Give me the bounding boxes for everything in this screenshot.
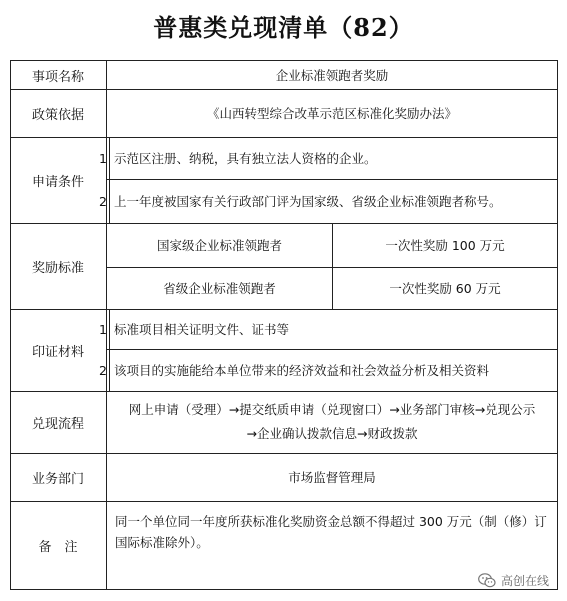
label-process: 兑现流程 (31, 416, 84, 432)
condition-text: 示范区注册、纳税，具有独立法人资格的企业。 (114, 151, 377, 166)
condition-text: 上一年度被国家有关行政部门评为国家级、省级企业标准领跑者称号。 (114, 194, 502, 209)
department-value: 市场监督管理局 (288, 470, 376, 485)
watermark (478, 572, 549, 589)
page-title: 普惠类兑现清单（82） (153, 13, 414, 42)
reward-level: 省级企业标准领跑者 (163, 281, 276, 296)
reward-amount: 一次性奖励 60 万元 (389, 281, 501, 296)
watermark-text: 高创在线 (500, 574, 549, 588)
label-policy-basis: 政策依据 (31, 107, 84, 123)
process-line: →企业确认拨款信息→财政拨款 (246, 426, 418, 441)
condition-number: 2 (99, 193, 107, 209)
number-divider (109, 309, 110, 391)
label-remarks: 备 注 (38, 539, 78, 555)
reward-level: 国家级企业标准领跑者 (156, 238, 282, 253)
policy-table (10, 60, 558, 590)
label-reward-standard: 奖励标准 (31, 260, 84, 276)
reward-amount: 一次性奖励 100 万元 (385, 238, 505, 253)
label-materials: 印证材料 (31, 344, 84, 360)
label-conditions: 申请条件 (31, 174, 84, 190)
label-item-name: 事项名称 (31, 69, 84, 85)
material-number: 2 (99, 362, 107, 378)
item-name-value: 企业标准领跑者奖励 (275, 68, 389, 83)
number-divider (109, 137, 110, 223)
policy-basis-value: 《山西转型综合改革示范区标准化奖励办法》 (206, 106, 457, 121)
material-text: 该项目的实施能给本单位带来的经济效益和社会效益分析及相关资料 (114, 363, 490, 378)
process-line: 网上申请（受理）→提交纸质申请（兑现窗口）→业务部门审核→兑现公示 (128, 402, 536, 417)
material-text: 标准项目相关证明文件、证书等 (114, 322, 290, 337)
material-number: 1 (99, 321, 107, 337)
condition-number: 1 (99, 150, 107, 166)
label-department: 业务部门 (31, 471, 84, 487)
wechat-icon (478, 573, 496, 588)
remarks-value: 同一个单位同一年度所获标准化奖励资金总额不得超过 300 万元（制（修）订国际标准除外）。 (115, 514, 547, 550)
